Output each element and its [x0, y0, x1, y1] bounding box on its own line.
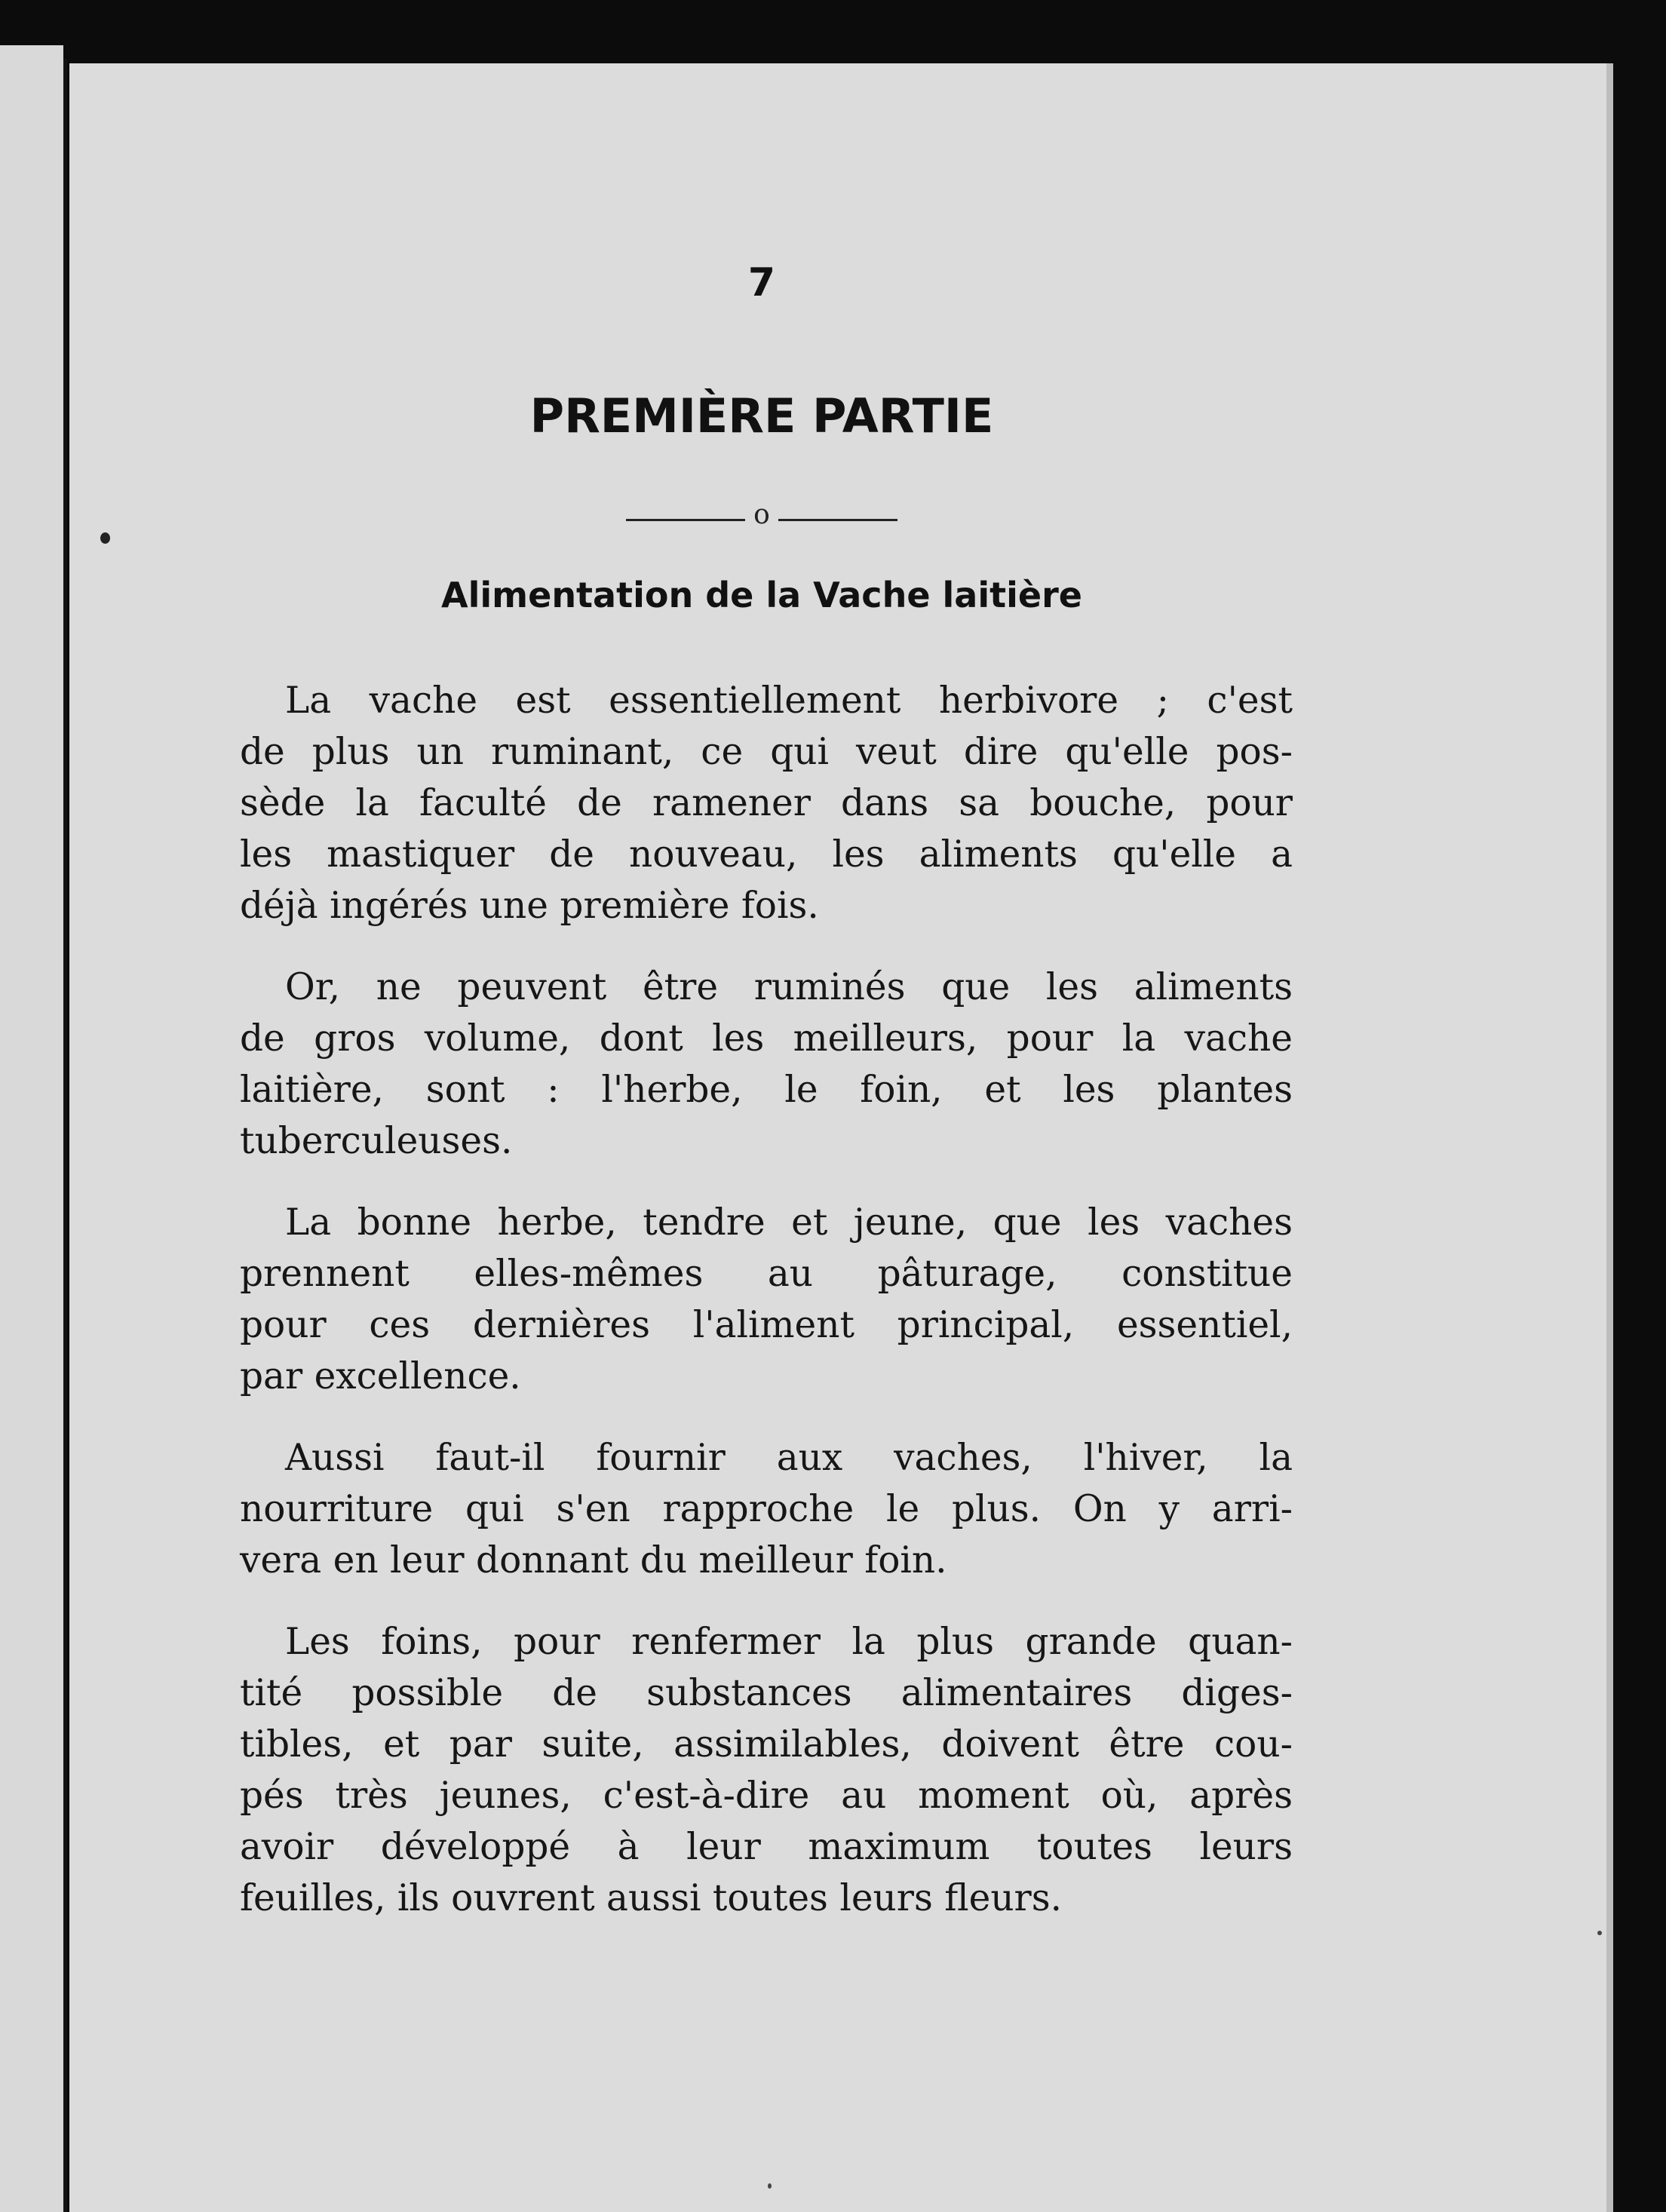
- text-line: Les foins, pour renfermer la plus grande quan-: [285, 1621, 1293, 1663]
- paragraph: [240, 1197, 1293, 1402]
- text-line: Or, ne peuvent être ruminés que les aliments: [285, 966, 1293, 1008]
- text-line: prennent elles-mêmes au pâturage, constitue: [240, 1253, 1293, 1295]
- body-text: [240, 675, 1293, 1954]
- text-line: sède la faculté de ramener dans sa bouche, pour: [240, 782, 1293, 824]
- text-line: nourriture qui s'en rapproche le plus. On y arri-: [240, 1488, 1293, 1530]
- binding-shadow-line: [63, 59, 67, 2212]
- text-line: pés très jeunes, c'est-à-dire au moment où, après: [240, 1775, 1293, 1817]
- text-line: de gros volume, dont les meilleurs, pour la vache: [240, 1017, 1293, 1060]
- paragraph: [240, 675, 1293, 931]
- paragraph: [240, 1616, 1293, 1924]
- part-title: PREMIÈRE PARTIE: [529, 388, 994, 443]
- text-line: La vache est essentiellement herbivore ; c'est: [285, 680, 1293, 722]
- text-line: Aussi faut-il fournir aux vaches, l'hiver, la: [285, 1437, 1293, 1479]
- title-ornament: [626, 499, 897, 532]
- text-line: tité possible de substances alimentaires diges-: [240, 1672, 1293, 1714]
- page-number: 7: [747, 260, 776, 305]
- text-line: avoir développé à leur maximum toutes leurs: [240, 1826, 1293, 1868]
- text-line: feuilles, ils ouvrent aussi toutes leurs fleurs.: [240, 1877, 1063, 1919]
- page-right-edge: [1606, 63, 1613, 2212]
- text-line: pour ces dernières l'aliment principal, essentiel,: [240, 1304, 1293, 1346]
- text-line: par excellence.: [240, 1355, 521, 1397]
- ornament-rule-right: [778, 519, 897, 521]
- text-line: déjà ingérés une première fois.: [240, 885, 819, 927]
- paragraph: [240, 962, 1293, 1167]
- text-line: de plus un ruminant, ce qui veut dire qu'elle pos-: [240, 731, 1293, 773]
- text-line: tibles, et par suite, assimilables, doivent être cou-: [240, 1723, 1293, 1766]
- section-title: Alimentation de la Vache laitière: [441, 575, 1082, 615]
- ornament-rule-left: [626, 519, 745, 521]
- text-line: vera en leur donnant du meilleur foin.: [240, 1539, 947, 1582]
- ornament-mark: o: [753, 499, 770, 530]
- text-line: tuberculeuses.: [240, 1120, 513, 1162]
- paragraph: [240, 1432, 1293, 1586]
- text-line: les mastiquer de nouveau, les aliments qu'elle a: [240, 833, 1293, 876]
- facing-page-edge: [0, 45, 63, 2212]
- ink-speck: [1597, 1931, 1602, 1935]
- margin-ink-dot: [100, 532, 110, 544]
- text-line: La bonne herbe, tendre et jeune, que les vaches: [285, 1201, 1293, 1244]
- text-line: laitière, sont : l'herbe, le foin, et les plantes: [240, 1069, 1293, 1111]
- ink-speck: [768, 2183, 772, 2189]
